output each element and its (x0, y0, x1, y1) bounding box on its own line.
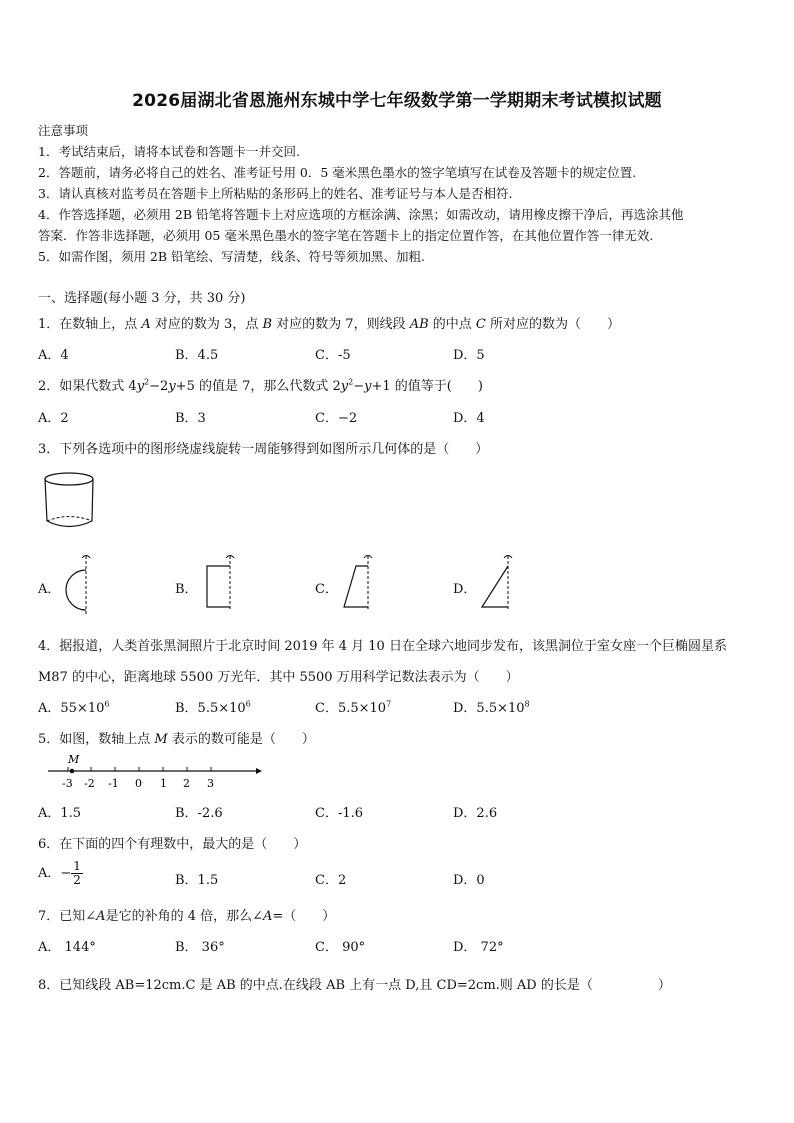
section-heading: 一、选择题(每小题 3 分，共 30 分) (38, 291, 246, 306)
option-a[interactable]: A． (38, 582, 61, 597)
question-5: 5．如图，数轴上点 M 表示的数可能是（ ） (38, 732, 315, 747)
option-d[interactable]: D．5 (453, 348, 485, 363)
notice-heading: 注意事项 (38, 123, 89, 138)
option-c[interactable]: C．-5 (315, 348, 351, 363)
option-d[interactable]: D． 72° (453, 940, 504, 955)
option-b[interactable]: B．3 (175, 411, 206, 426)
trapezoid-figure (338, 552, 378, 612)
option-c[interactable]: C．-1.6 (315, 806, 364, 821)
tick-label: 0 (135, 777, 142, 790)
tick-label: -2 (84, 777, 95, 790)
option-a[interactable]: A．1.5 (38, 806, 82, 821)
question-3: 3．下列各选项中的图形绕虚线旋转一周能够得到如图所示几何体的是（ ） (38, 442, 489, 457)
cylinder-figure (42, 470, 102, 532)
option-c[interactable]: C． 90° (315, 940, 366, 955)
point-m (70, 769, 75, 774)
option-b[interactable]: B． (175, 582, 198, 597)
point-m-label: M (68, 753, 80, 766)
notice-item-4: 4．作答选择题，必须用 2B 铅笔将答题卡上对应选项的方框涂满、涂黑；如需改动，请用橡皮擦干净后，再选涂其他 (38, 207, 684, 222)
page-title: 2026届湖北省恩施州东城中学七年级数学第一学期期末考试模拟试题 (132, 91, 662, 111)
semicircle-figure (56, 552, 96, 618)
option-b[interactable]: B．1.5 (175, 873, 219, 888)
tick-label: 2 (183, 777, 190, 790)
option-a[interactable]: A．2 (38, 411, 69, 426)
option-d[interactable]: D． (453, 582, 477, 597)
question-1-options (38, 344, 758, 362)
notice-item-5: 5．如需作图，须用 2B 铅笔绘、写清楚，线条、符号等须加黑、加粗. (38, 249, 426, 264)
notice-item-2: 2．答题前，请务必将自己的姓名、准考证号用 0．5 毫米黑色墨水的签字笔填写在试卷及答题卡的规定位置. (38, 165, 637, 180)
triangle-figure (478, 552, 518, 612)
option-a[interactable]: A．$55\times 10^6$ (38, 699, 110, 716)
option-c[interactable]: C．2 (315, 873, 347, 888)
notice-item-3: 3．请认真核对监考员在答题卡上所粘贴的条形码上的姓名、准考证号与本人是否相符. (38, 186, 513, 201)
number-line (44, 752, 264, 794)
question-7: 7．已知∠A是它的补角的 4 倍，那么∠A=（ ） (38, 909, 336, 924)
option-d[interactable]: D．0 (453, 873, 485, 888)
tick-label: 3 (207, 777, 214, 790)
question-4-options (38, 697, 758, 715)
question-7-options (38, 936, 758, 954)
option-b[interactable]: B．4.5 (175, 348, 219, 363)
fraction: $\frac{1}{2}$ (73, 859, 81, 887)
option-a[interactable]: A．4 (38, 348, 69, 363)
question-2: 2．如果代数式 $4y^2-2y+5$ 的值是 7，那么代数式 $2y^2-y+1$ 的值等于( ) (38, 377, 483, 394)
question-1: 1．在数轴上，点 A 对应的数为 3，点 B 对应的数为 7，则线段 AB 的中点 C 所对应的数为（ ） (38, 317, 621, 332)
option-c[interactable]: C．$5.5\times 10^7$ (315, 699, 392, 716)
question-8: 8．已知线段 AB=12cm.C 是 AB 的中点.在线段 AB 上有一点 D,且 CD=2cm.则 AD 的长是（ ） (38, 978, 671, 993)
option-d[interactable]: D．2.6 (453, 806, 498, 821)
option-a[interactable]: A．− $\frac{1}{2}$ (38, 859, 81, 887)
option-d[interactable]: D．4 (453, 411, 485, 426)
option-b[interactable]: B． 36° (175, 940, 225, 955)
notice-item-1: 1．考试结束后，请将本试卷和答题卡一并交回. (38, 144, 300, 159)
rectangle-figure (200, 552, 240, 612)
tick-label: 1 (160, 777, 167, 790)
tick-label: -1 (108, 777, 119, 790)
question-6-options (38, 858, 758, 894)
question-5-options (38, 802, 758, 820)
question-6: 6．在下面的四个有理数中，最大的是（ ） (38, 837, 307, 852)
question-4-line-1: 4．据报道，人类首张黑洞照片于北京时间 2019 年 4 月 10 日在全球六地同步发布，该黑洞位于室女座一个巨椭圆星系 (38, 639, 727, 654)
question-2-options (38, 407, 758, 425)
option-a[interactable]: A． 144° (38, 940, 96, 955)
option-c[interactable]: C． (315, 582, 338, 597)
option-b[interactable]: B．-2.6 (175, 806, 223, 821)
tick-label: -3 (62, 777, 73, 790)
option-d[interactable]: D．$5.5\times 10^8$ (453, 699, 530, 716)
option-c[interactable]: C．−2 (315, 411, 358, 426)
notice-item-4-cont: 答案．作答非选择题，必须用 05 毫米黑色墨水的签字笔在答题卡上的指定位置作答，在其他位置作答一律无效. (38, 228, 654, 243)
option-b[interactable]: B．$5.5\times 10^6$ (175, 699, 251, 716)
question-4-line-2: M87 的中心，距离地球 5500 万光年．其中 5500 万用科学记数法表示为（ ） (38, 670, 519, 685)
